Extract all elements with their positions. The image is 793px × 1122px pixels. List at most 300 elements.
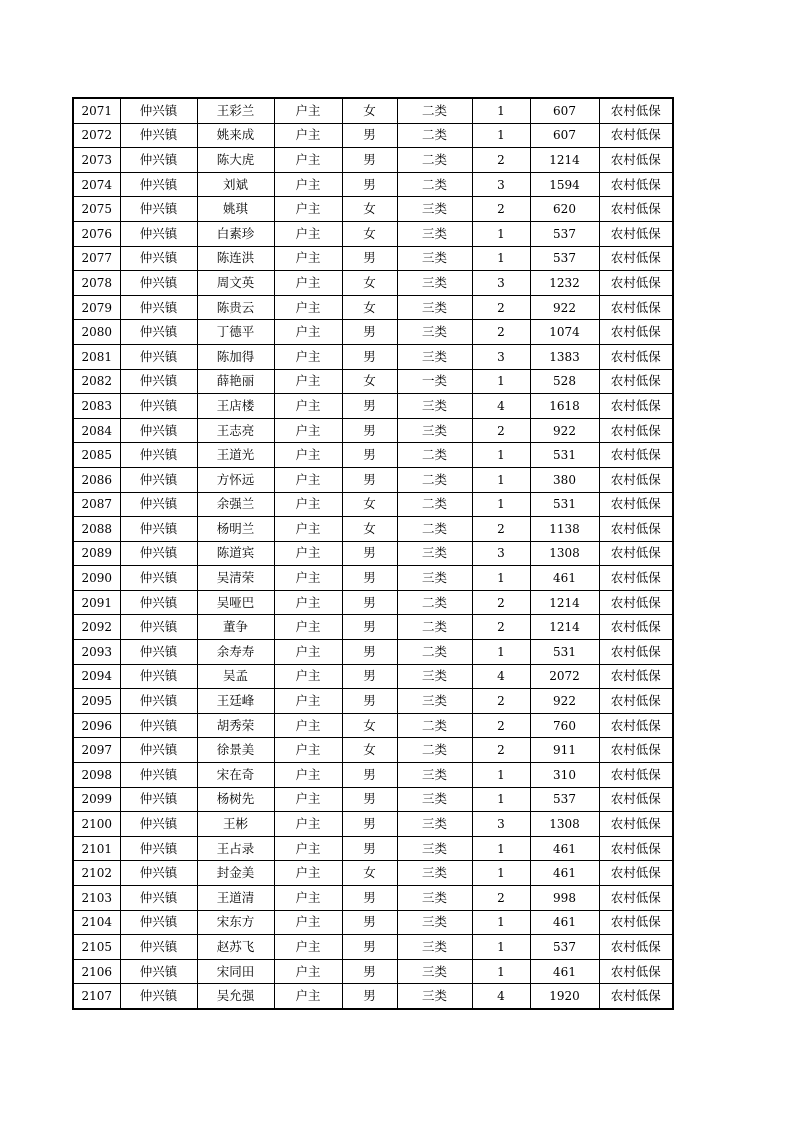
cell-gender: 男 [342,935,397,960]
cell-relation: 户主 [274,910,342,935]
cell-relation: 户主 [274,812,342,837]
cell-relation: 户主 [274,394,342,419]
cell-name: 吴哑巴 [197,590,274,615]
cell-household-size: 1 [472,123,530,148]
cell-assistance-type: 农村低保 [599,369,673,394]
cell-relation: 户主 [274,836,342,861]
cell-assistance-type: 农村低保 [599,197,673,222]
table-row [73,172,673,197]
cell-category: 三类 [397,935,472,960]
cell-amount: 998 [530,886,599,911]
cell-gender: 男 [342,344,397,369]
cell-amount: 922 [530,295,599,320]
cell-relation: 户主 [274,566,342,591]
cell-category: 三类 [397,763,472,788]
cell-serial-number: 2084 [73,418,120,443]
cell-category: 三类 [397,197,472,222]
cell-category: 三类 [397,959,472,984]
cell-gender: 女 [342,738,397,763]
cell-category: 三类 [397,295,472,320]
cell-category: 二类 [397,467,472,492]
cell-household-size: 1 [472,935,530,960]
cell-amount: 461 [530,566,599,591]
cell-relation: 户主 [274,640,342,665]
cell-town: 仲兴镇 [120,590,197,615]
cell-town: 仲兴镇 [120,148,197,173]
cell-category: 三类 [397,394,472,419]
cell-gender: 男 [342,959,397,984]
cell-serial-number: 2081 [73,344,120,369]
cell-relation: 户主 [274,959,342,984]
cell-relation: 户主 [274,935,342,960]
cell-serial-number: 2107 [73,984,120,1009]
cell-name: 刘斌 [197,172,274,197]
cell-household-size: 2 [472,418,530,443]
cell-category: 三类 [397,886,472,911]
cell-town: 仲兴镇 [120,959,197,984]
cell-category: 三类 [397,664,472,689]
cell-serial-number: 2085 [73,443,120,468]
cell-name: 陈连洪 [197,246,274,271]
cell-household-size: 4 [472,394,530,419]
cell-name: 陈大虎 [197,148,274,173]
cell-amount: 620 [530,197,599,222]
cell-town: 仲兴镇 [120,935,197,960]
cell-name: 王廷峰 [197,689,274,714]
cell-serial-number: 2103 [73,886,120,911]
cell-town: 仲兴镇 [120,984,197,1009]
cell-serial-number: 2086 [73,467,120,492]
cell-assistance-type: 农村低保 [599,148,673,173]
cell-town: 仲兴镇 [120,787,197,812]
cell-gender: 女 [342,197,397,222]
cell-amount: 1232 [530,271,599,296]
cell-assistance-type: 农村低保 [599,123,673,148]
cell-amount: 380 [530,467,599,492]
cell-category: 三类 [397,984,472,1009]
cell-category: 二类 [397,517,472,542]
cell-category: 三类 [397,221,472,246]
cell-town: 仲兴镇 [120,492,197,517]
cell-serial-number: 2097 [73,738,120,763]
table-row [73,148,673,173]
cell-household-size: 2 [472,148,530,173]
cell-gender: 女 [342,369,397,394]
cell-gender: 女 [342,221,397,246]
table-row [73,787,673,812]
cell-town: 仲兴镇 [120,467,197,492]
table-row [73,443,673,468]
cell-gender: 男 [342,984,397,1009]
cell-amount: 922 [530,689,599,714]
cell-serial-number: 2098 [73,763,120,788]
table-row [73,664,673,689]
cell-name: 王道清 [197,886,274,911]
cell-town: 仲兴镇 [120,910,197,935]
cell-name: 姚来成 [197,123,274,148]
table-row [73,492,673,517]
cell-gender: 男 [342,467,397,492]
cell-household-size: 2 [472,320,530,345]
cell-town: 仲兴镇 [120,738,197,763]
cell-category: 三类 [397,910,472,935]
cell-town: 仲兴镇 [120,541,197,566]
cell-amount: 461 [530,861,599,886]
cell-town: 仲兴镇 [120,98,197,123]
cell-gender: 女 [342,271,397,296]
cell-name: 宋同田 [197,959,274,984]
cell-gender: 男 [342,123,397,148]
cell-category: 二类 [397,615,472,640]
cell-amount: 531 [530,492,599,517]
cell-household-size: 2 [472,713,530,738]
table-row [73,861,673,886]
cell-category: 三类 [397,271,472,296]
cell-gender: 男 [342,246,397,271]
cell-serial-number: 2092 [73,615,120,640]
table-body [73,98,673,1009]
table-row [73,123,673,148]
table-row [73,886,673,911]
cell-serial-number: 2090 [73,566,120,591]
cell-relation: 户主 [274,344,342,369]
cell-gender: 男 [342,812,397,837]
cell-serial-number: 2106 [73,959,120,984]
cell-serial-number: 2094 [73,664,120,689]
cell-name: 薛艳丽 [197,369,274,394]
table-row [73,812,673,837]
cell-town: 仲兴镇 [120,369,197,394]
cell-serial-number: 2100 [73,812,120,837]
cell-assistance-type: 农村低保 [599,344,673,369]
cell-household-size: 2 [472,886,530,911]
cell-amount: 1618 [530,394,599,419]
cell-gender: 男 [342,320,397,345]
cell-serial-number: 2080 [73,320,120,345]
cell-name: 周文英 [197,271,274,296]
cell-amount: 528 [530,369,599,394]
table-row [73,295,673,320]
cell-amount: 1214 [530,590,599,615]
cell-amount: 1383 [530,344,599,369]
cell-relation: 户主 [274,271,342,296]
cell-assistance-type: 农村低保 [599,861,673,886]
cell-assistance-type: 农村低保 [599,787,673,812]
cell-household-size: 1 [472,959,530,984]
cell-town: 仲兴镇 [120,836,197,861]
cell-relation: 户主 [274,517,342,542]
cell-category: 三类 [397,689,472,714]
table-row [73,713,673,738]
cell-amount: 461 [530,910,599,935]
beneficiary-table [72,97,674,1010]
cell-category: 二类 [397,738,472,763]
cell-name: 姚琪 [197,197,274,222]
table-row [73,369,673,394]
cell-amount: 1308 [530,812,599,837]
table-row [73,98,673,123]
cell-name: 董争 [197,615,274,640]
cell-household-size: 2 [472,689,530,714]
table-row [73,935,673,960]
cell-town: 仲兴镇 [120,394,197,419]
cell-gender: 女 [342,517,397,542]
cell-assistance-type: 农村低保 [599,959,673,984]
cell-serial-number: 2096 [73,713,120,738]
cell-household-size: 3 [472,172,530,197]
cell-serial-number: 2087 [73,492,120,517]
cell-assistance-type: 农村低保 [599,443,673,468]
cell-category: 三类 [397,541,472,566]
cell-amount: 1138 [530,517,599,542]
cell-household-size: 3 [472,344,530,369]
cell-assistance-type: 农村低保 [599,566,673,591]
cell-town: 仲兴镇 [120,197,197,222]
cell-amount: 531 [530,443,599,468]
cell-assistance-type: 农村低保 [599,984,673,1009]
table-row [73,566,673,591]
cell-household-size: 3 [472,812,530,837]
cell-relation: 户主 [274,615,342,640]
cell-name: 吴允强 [197,984,274,1009]
table-row [73,640,673,665]
cell-name: 余寿寿 [197,640,274,665]
cell-assistance-type: 农村低保 [599,221,673,246]
cell-household-size: 1 [472,787,530,812]
cell-amount: 1074 [530,320,599,345]
cell-household-size: 1 [472,467,530,492]
cell-serial-number: 2104 [73,910,120,935]
table-row [73,910,673,935]
cell-amount: 537 [530,246,599,271]
cell-amount: 922 [530,418,599,443]
cell-town: 仲兴镇 [120,295,197,320]
cell-household-size: 1 [472,763,530,788]
cell-amount: 1594 [530,172,599,197]
cell-name: 王志亮 [197,418,274,443]
cell-name: 丁德平 [197,320,274,345]
cell-relation: 户主 [274,984,342,1009]
cell-household-size: 1 [472,221,530,246]
cell-town: 仲兴镇 [120,566,197,591]
cell-name: 胡秀荣 [197,713,274,738]
cell-relation: 户主 [274,418,342,443]
cell-household-size: 1 [472,492,530,517]
cell-gender: 男 [342,394,397,419]
cell-household-size: 1 [472,640,530,665]
cell-serial-number: 2076 [73,221,120,246]
cell-category: 三类 [397,418,472,443]
cell-relation: 户主 [274,123,342,148]
cell-relation: 户主 [274,295,342,320]
cell-town: 仲兴镇 [120,689,197,714]
cell-serial-number: 2075 [73,197,120,222]
cell-town: 仲兴镇 [120,763,197,788]
cell-town: 仲兴镇 [120,221,197,246]
cell-serial-number: 2088 [73,517,120,542]
cell-category: 二类 [397,443,472,468]
cell-category: 二类 [397,148,472,173]
cell-name: 吴孟 [197,664,274,689]
cell-assistance-type: 农村低保 [599,492,673,517]
cell-household-size: 2 [472,295,530,320]
cell-assistance-type: 农村低保 [599,640,673,665]
table-row [73,763,673,788]
cell-household-size: 2 [472,197,530,222]
cell-gender: 女 [342,861,397,886]
cell-serial-number: 2072 [73,123,120,148]
cell-gender: 男 [342,541,397,566]
cell-gender: 男 [342,172,397,197]
cell-relation: 户主 [274,861,342,886]
cell-household-size: 1 [472,910,530,935]
table-row [73,394,673,419]
cell-assistance-type: 农村低保 [599,689,673,714]
cell-assistance-type: 农村低保 [599,418,673,443]
cell-assistance-type: 农村低保 [599,738,673,763]
table-row [73,541,673,566]
cell-household-size: 4 [472,984,530,1009]
cell-assistance-type: 农村低保 [599,295,673,320]
cell-category: 一类 [397,369,472,394]
cell-serial-number: 2089 [73,541,120,566]
cell-amount: 310 [530,763,599,788]
cell-relation: 户主 [274,664,342,689]
cell-town: 仲兴镇 [120,172,197,197]
cell-name: 杨树先 [197,787,274,812]
cell-amount: 537 [530,935,599,960]
cell-relation: 户主 [274,320,342,345]
cell-name: 陈贵云 [197,295,274,320]
cell-amount: 1214 [530,615,599,640]
cell-household-size: 1 [472,369,530,394]
cell-name: 王道光 [197,443,274,468]
cell-gender: 男 [342,590,397,615]
cell-town: 仲兴镇 [120,271,197,296]
cell-town: 仲兴镇 [120,886,197,911]
cell-name: 封金美 [197,861,274,886]
cell-category: 二类 [397,123,472,148]
cell-assistance-type: 农村低保 [599,664,673,689]
cell-gender: 男 [342,443,397,468]
cell-relation: 户主 [274,369,342,394]
cell-category: 二类 [397,492,472,517]
cell-household-size: 1 [472,861,530,886]
cell-assistance-type: 农村低保 [599,394,673,419]
cell-serial-number: 2095 [73,689,120,714]
cell-town: 仲兴镇 [120,443,197,468]
cell-assistance-type: 农村低保 [599,615,673,640]
cell-household-size: 1 [472,246,530,271]
cell-serial-number: 2093 [73,640,120,665]
cell-name: 王彬 [197,812,274,837]
cell-assistance-type: 农村低保 [599,467,673,492]
cell-town: 仲兴镇 [120,861,197,886]
cell-assistance-type: 农村低保 [599,271,673,296]
cell-name: 陈道宾 [197,541,274,566]
cell-relation: 户主 [274,787,342,812]
cell-relation: 户主 [274,689,342,714]
cell-serial-number: 2102 [73,861,120,886]
cell-town: 仲兴镇 [120,246,197,271]
cell-name: 宋在奇 [197,763,274,788]
cell-amount: 760 [530,713,599,738]
cell-town: 仲兴镇 [120,418,197,443]
cell-gender: 女 [342,98,397,123]
cell-serial-number: 2082 [73,369,120,394]
cell-category: 三类 [397,566,472,591]
cell-name: 余强兰 [197,492,274,517]
table-row [73,738,673,763]
cell-serial-number: 2101 [73,836,120,861]
cell-amount: 531 [530,640,599,665]
cell-relation: 户主 [274,738,342,763]
cell-name: 王店楼 [197,394,274,419]
table-row [73,467,673,492]
cell-gender: 女 [342,492,397,517]
cell-name: 王占录 [197,836,274,861]
cell-name: 白素珍 [197,221,274,246]
cell-name: 徐景美 [197,738,274,763]
cell-category: 三类 [397,812,472,837]
cell-assistance-type: 农村低保 [599,320,673,345]
cell-household-size: 4 [472,664,530,689]
cell-amount: 607 [530,123,599,148]
cell-household-size: 1 [472,836,530,861]
cell-category: 二类 [397,590,472,615]
cell-name: 陈加得 [197,344,274,369]
cell-town: 仲兴镇 [120,615,197,640]
cell-serial-number: 2074 [73,172,120,197]
cell-assistance-type: 农村低保 [599,713,673,738]
cell-amount: 1308 [530,541,599,566]
table-row [73,959,673,984]
cell-amount: 2072 [530,664,599,689]
cell-amount: 1214 [530,148,599,173]
cell-gender: 男 [342,910,397,935]
cell-amount: 461 [530,959,599,984]
cell-name: 宋东方 [197,910,274,935]
cell-relation: 户主 [274,492,342,517]
cell-town: 仲兴镇 [120,123,197,148]
cell-town: 仲兴镇 [120,713,197,738]
cell-amount: 607 [530,98,599,123]
table-row [73,689,673,714]
cell-town: 仲兴镇 [120,664,197,689]
cell-town: 仲兴镇 [120,344,197,369]
cell-relation: 户主 [274,763,342,788]
cell-gender: 男 [342,615,397,640]
cell-household-size: 3 [472,271,530,296]
cell-relation: 户主 [274,713,342,738]
cell-name: 吴清荣 [197,566,274,591]
cell-amount: 911 [530,738,599,763]
cell-relation: 户主 [274,148,342,173]
table-row [73,221,673,246]
cell-town: 仲兴镇 [120,812,197,837]
cell-relation: 户主 [274,98,342,123]
cell-relation: 户主 [274,886,342,911]
cell-assistance-type: 农村低保 [599,935,673,960]
table-row [73,271,673,296]
cell-serial-number: 2105 [73,935,120,960]
cell-name: 王彩兰 [197,98,274,123]
table-row [73,246,673,271]
cell-gender: 男 [342,886,397,911]
cell-gender: 男 [342,689,397,714]
cell-serial-number: 2091 [73,590,120,615]
cell-household-size: 1 [472,443,530,468]
